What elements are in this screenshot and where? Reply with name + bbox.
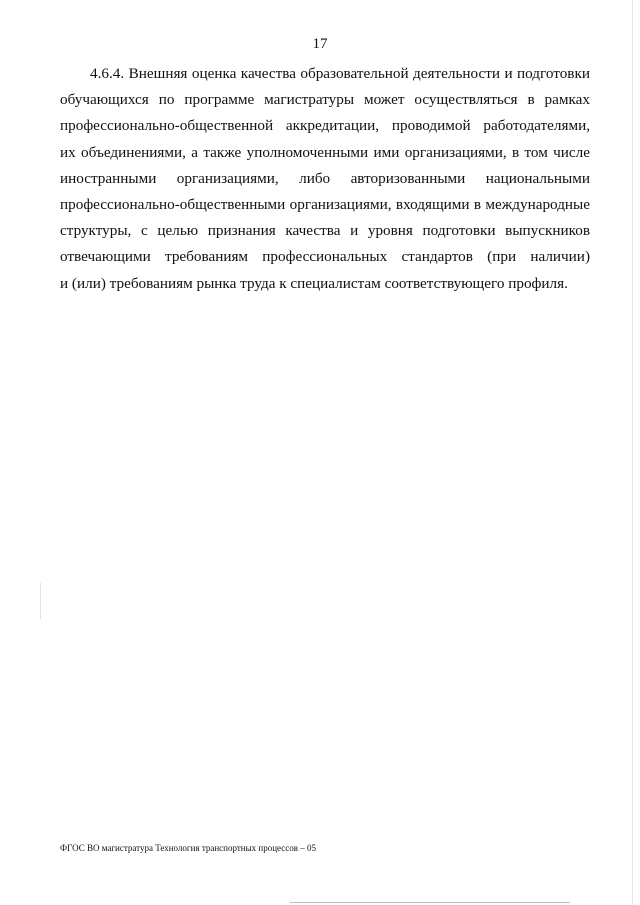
scan-artifact-right: [632, 0, 633, 905]
paragraph-line: структуры, с целью признания качества и уровня подготовки выпускников: [60, 222, 590, 240]
scan-artifact-left: [40, 583, 41, 619]
paragraph-line: 4.6.4. Внешняя оценка качества образовательной деятельности и подготовки: [90, 65, 590, 82]
paragraph-line: отвечающими требованиям профессиональных стандартов (при наличии): [60, 248, 590, 266]
paragraph-line: и (или) требованиям рынка труда к специалистам соответствующего профиля.: [60, 274, 568, 292]
paragraph-line: обучающихся по программе магистратуры может осуществляться в рамках: [60, 91, 590, 109]
document-footer: ФГОС ВО магистратура Технология транспортных процессов – 05: [60, 843, 316, 853]
scan-artifact-bottom: [290, 902, 570, 903]
paragraph-line: профессионально-общественной аккредитации, проводимой работодателями,: [60, 117, 590, 135]
paragraph-line: профессионально-общественными организациями, входящими в международные: [60, 195, 590, 213]
paragraph-line: их объединениями, а также уполномоченными ими организациями, в том числе: [60, 143, 590, 161]
paragraph-line: иностранными организациями, либо авторизованными национальными: [60, 169, 590, 187]
page-number: 17: [312, 36, 328, 52]
paragraph-4-6-4: [60, 61, 590, 297]
